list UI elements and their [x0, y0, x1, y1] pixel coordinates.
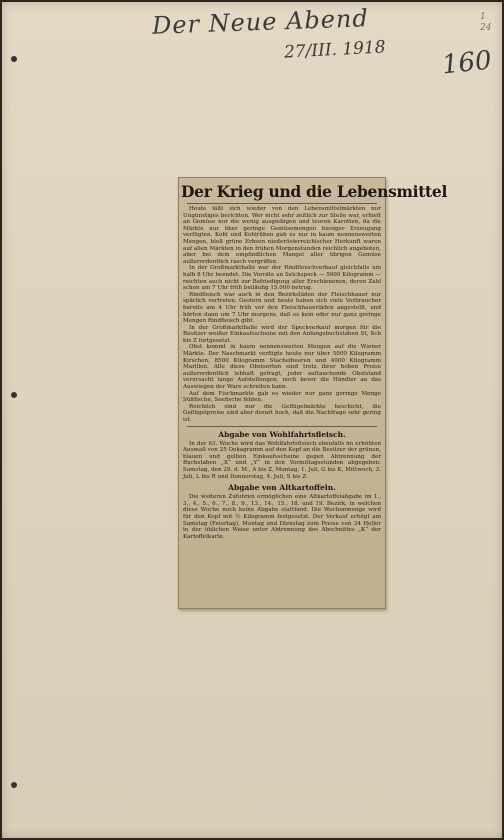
article-paragraph: In der 63. Woche wird das Wohlfahrtsfleisch ebenfalls im erhöhten Ausmaß von 25 Dekagramm auf den Kopf an die Besitzer der grünen, blauen und gelben Einkaufsscheine gegen Abtrennung der Buchstaben „X“ und „Y“ in den Vormittagsstunden abgegeben: Samstag, den 29. d. M., A bis Z, Montag, 1. Juli, G bis K, Mittwoch, 3. Juli, L bis R und Donnerstag, 4. Juli, S bis Z. — [183, 440, 381, 480]
article-paragraph: In der Großmarkthalle wird der Speckverkauf morgen für die Besitzer weißer Einkaufsscheine mit den Anfangsbuchstaben St, Sch bis Z fortgesetzt. — [183, 324, 381, 344]
binder-hole — [11, 782, 17, 788]
article-paragraph: Obst kommt in kaum nennenswerten Mengen auf die Wiener Märkte. Der Naschmarkt verfügte heute nur über 5000 Kilogramm Kirschen, 8500 Kilogramm Stachelbeeren und 4000 Kilogramm Marillen. Alle diese Obstsorten sind trotz ihrer hohen Preise außerordentlich lebhaft gefragt, jeder auftauchende Obststand verursacht lange Aufstellungen, noch bevor die Händler an das Auswiegen der Ware schreiten kann. — [183, 344, 381, 391]
archive-sheet — [2, 2, 502, 838]
article-body — [179, 206, 385, 424]
divider — [187, 203, 377, 204]
section-body — [179, 441, 385, 481]
article-paragraph: Auf dem Fischmarkte gab es wieder nur ganz geringe Menge Süßfische, Seefische fehlen. — [183, 390, 381, 404]
newspaper-clipping — [178, 177, 448, 609]
binder-hole — [11, 392, 17, 398]
section-heading: Abgabe von Altkartoffeln. — [228, 483, 336, 493]
divider — [187, 426, 377, 427]
binder-hole — [11, 56, 17, 62]
handwritten-newspaper-title: Der Neue Abend — [151, 4, 370, 40]
article-paragraph: In der Großmarkthalle war der Rindfleischverkauf gleichfalls um halb 8 Uhr beendet. Die Vorräte an Selchspeck — 5000 Kilogramm — reichten auch nicht zur Befriedigung aller Erschienenen, deren Zahl schon um 7 Uhr früh beiläufig 15.000 betrug. — [183, 265, 381, 292]
article-paragraph: Rindfleisch war auch in den Bezirksläden der Fleischhauer nur spärlich vertreten. Gestern und heute haben sich viele Verbraucher bereits um 4 Uhr früh vor den Fleischhauerläden angestellt, und hörten dann um 7 Uhr morgens, daß es kein oder nur ganz geringe Mengen Rindfleisch gibt. — [183, 291, 381, 325]
handwritten-date: 27/III. 1918 — [283, 37, 387, 63]
corner-note: 1 24 — [480, 12, 492, 33]
handwritten-page-number: 160 — [440, 45, 494, 81]
section-body — [179, 494, 385, 540]
article-paragraph: Reichlich sind nur die Geflügelmärkte beschickt, die Geflügelpreise sind aber derart hoch, daß die Nachfrage sehr gering ist. — [183, 403, 381, 423]
article-headline: Der Krieg und die Lebensmittel — [181, 182, 448, 201]
article-paragraph: Heute läßt sich wieder von den Lebensmittelmärkten nur Ungünstiges berichten. Wer nicht sehr zeitlich zur Stelle war, erhielt an Gemüse nur die wenig ausgiebigen und teuren Karotten, da die Märkte nur über geringe Gemüsemengen hiesiger Erzeugung verfügten. Kohl und Kohlrüben gab es nur in kaum nennenswerten Mengen, bloß grüne Erbsen niederösterreichischer Herkunft waren auf allen Märkten in den frühen Morgenstunden reichlich angeboten, aber bei dem empfindlichen Mangel aller übrigen Gemüse außerordentlich rasch vergriffen. — [183, 206, 381, 265]
article-paragraph: Die weiteren Zufuhren ermöglichen eine Altkartoffelabgabe im 1., 3., 4., 5., 6., 7., 8., 9., 13., 14., 15., 18. und 19. Bezirk, in welchen diese Woche noch keine Abgabe stattfand. Die Wochenmenge wird für den Kopf mit ½ Kilogramm festgesetzt. Der Verkauf erfolgt am Samstag (Feiertag), Montag und Dienstag zum Preise von 34 Heller in der üblichen Weise unter Abtrennung des Abschnittes „K“ der Kartoffelkarte. — [183, 494, 381, 540]
section-heading: Abgabe von Wohlfahrtsfleisch. — [218, 429, 346, 439]
